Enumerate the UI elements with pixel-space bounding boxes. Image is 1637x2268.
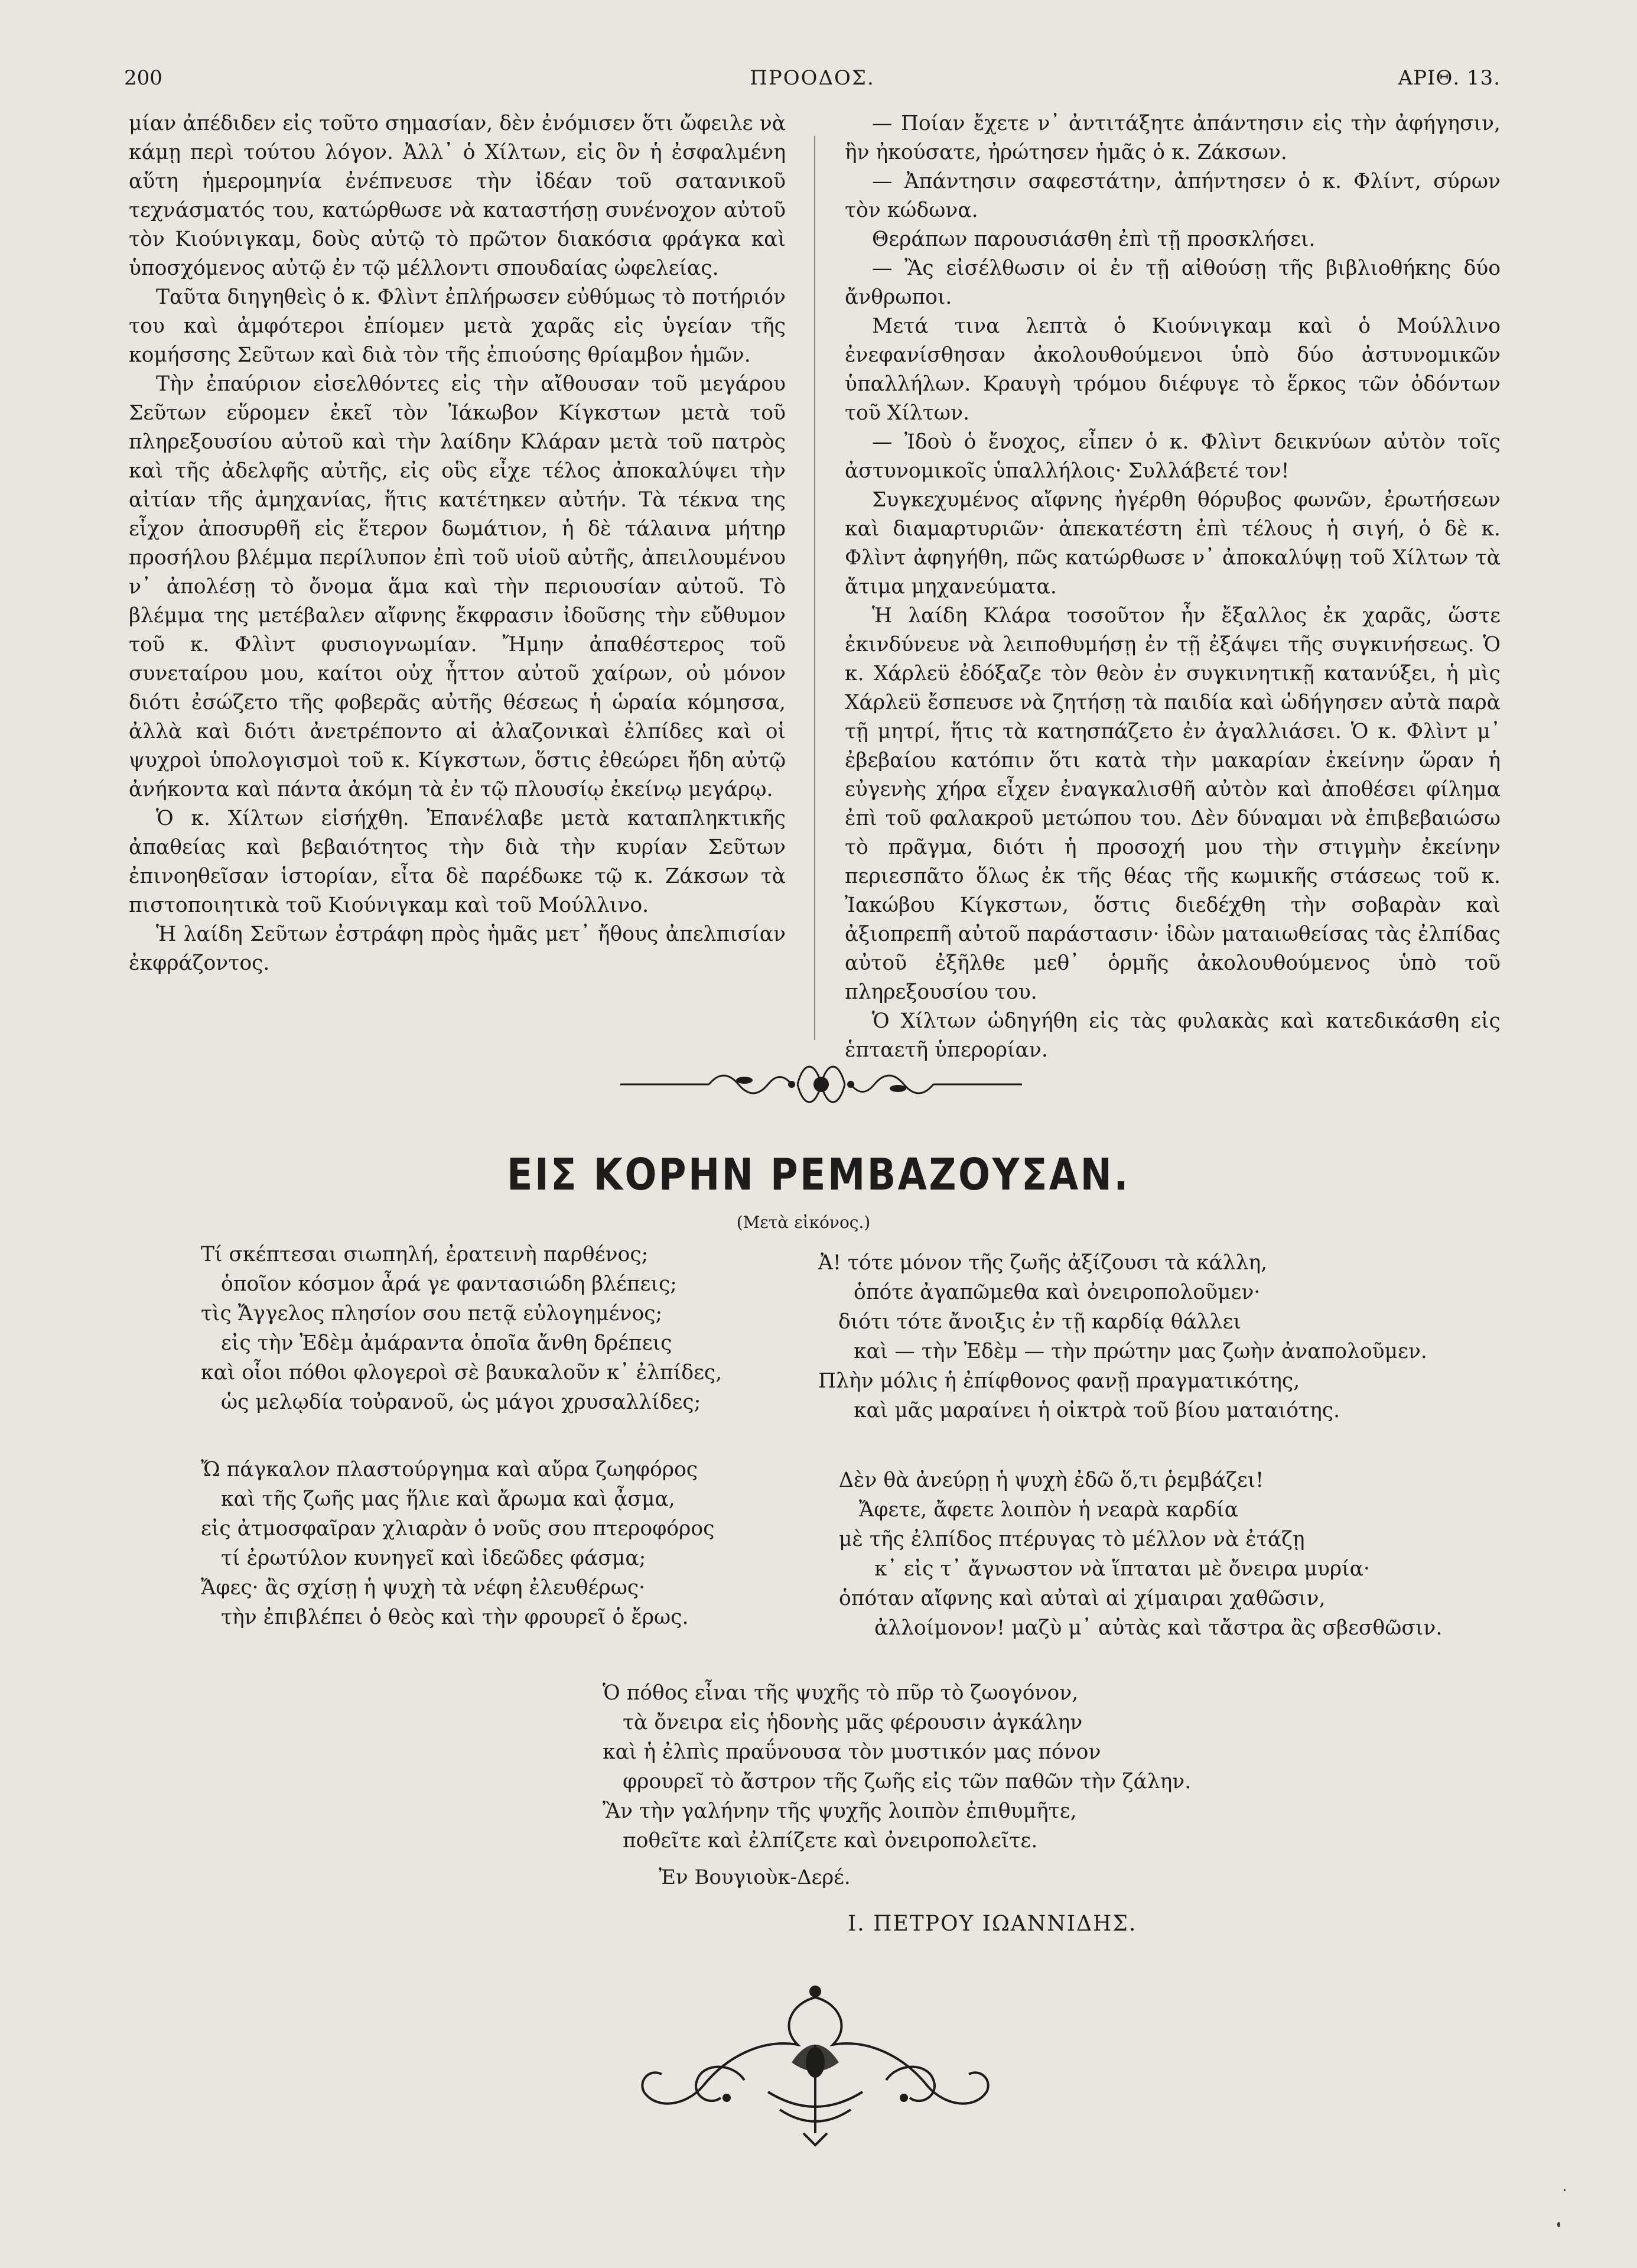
poem-line: καὶ μᾶς μαραίνει ἡ οἰκτρὰ τοῦ βίου ματαιότης.	[854, 1399, 1340, 1422]
paragraph: — Ποίαν ἔχετε ν᾽ ἀντιτάξητε ἀπάντησιν εἰς τὴν ἀφήγησιν, ἣν ἠκούσατε, ἠρώτησεν ἡμᾶς ὁ κ. Ζάκσων.	[845, 112, 1501, 164]
poem-line: ποθεῖτε καὶ ἐλπίζετε καὶ ὀνειροπολεῖτε.	[623, 1829, 1038, 1853]
poem-line: εἰς τὴν Ἐδὲμ ἀμάραντα ὁποῖα ἄνθη δρέπεις	[221, 1331, 672, 1355]
poem-line: Τί σκέπτεσαι σιωπηλή, ἐρατεινὴ παρθένος;	[201, 1243, 649, 1266]
poem-place: Ἐν Βουγιοὺκ-Δερέ.	[659, 1866, 851, 1889]
poem-stanza-right-2	[839, 1466, 1442, 1643]
poem-line: διότι τότε ἄνοιξις ἐν τῇ καρδίᾳ θάλλει	[838, 1310, 1241, 1334]
poem-line: ὁποῖον κόσμον ἆρά γε φαντασιώδη βλέπεις;	[221, 1272, 677, 1296]
right-column	[845, 109, 1501, 1065]
poem-line: Ἂν τὴν γαλήνην τῆς ψυχῆς λοιπὸν ἐπιθυμῆτε,	[603, 1799, 1077, 1823]
poem-line: τὰ ὄνειρα εἰς ἡδονὴς μᾶς φέρουσιν ἀγκάλην	[623, 1711, 1083, 1734]
flourish-ornament-icon	[620, 1058, 1022, 1111]
poem-line: τί ἐρωτύλον κυνηγεῖ καὶ ἰδεῶδες φάσμα;	[221, 1546, 646, 1570]
issue-number: ΑΡΙΘ. 13.	[1398, 66, 1501, 90]
poem-title: ΕΙΣ ΚΟΡΗΝ ΡΕΜΒΑΖΟΥΣΑΝ.	[507, 1149, 1130, 1200]
paragraph: Ὁ κ. Χίλτων εἰσήχθη. Ἐπανέλαβε μετὰ καταπληκτικῆς ἀπαθείας καὶ βεβαιότητος τὴν διὰ τὴν κυρίαν Σεῦτων ἐπινοηθεῖσαν ἱστορίαν, εἶτα δὲ παρέδωκε τῷ κ. Ζάκσων τὰ πιστοποιητικὰ τοῦ Κιούνιγκαμ καὶ τοῦ Μούλλινο.	[129, 807, 786, 917]
poem-line: ἀλλοίμονον! μαζὺ μ᾽ αὐτὰς καὶ τἄστρα ἂς σβεσθῶσιν.	[874, 1616, 1443, 1640]
poem-line: ὁπόταν αἴφνης καὶ αὐταὶ αἱ χίμαιραι χαθῶσιν,	[839, 1587, 1326, 1610]
column-divider	[814, 136, 815, 1040]
paragraph: Ταῦτα διηγηθεὶς ὁ κ. Φλὶντ ἐπλήρωσεν εὐθύμως τὸ ποτήριόν του καὶ ἀμφότεροι ἐπίομεν μετὰ χαρᾶς εἰς ὑγείαν τῆς κομήσσης Σεῦτων καὶ διὰ τὸν τῆς ἐπιούσης θρίαμβον ἡμῶν.	[129, 285, 786, 367]
paragraph: Ὁ Χίλτων ὡδηγήθη εἰς τὰς φυλακὰς καὶ κατεδικάσθη εἰς ἑπταετῆ ὑπερορίαν.	[845, 1009, 1501, 1062]
left-column	[129, 109, 786, 978]
paragraph: — Ἀπάντησιν σαφεστάτην, ἀπήντησεν ὁ κ. Φλίντ, σύρων τὸν κώδωνα.	[845, 170, 1501, 222]
poem-line: Ὁ πόθος εἶναι τῆς ψυχῆς τὸ πῦρ τὸ ζωογόνον,	[603, 1681, 1079, 1705]
poem-line: Ὤ πάγκαλον πλαστούργημα καὶ αὔρα ζωηφόρος	[201, 1458, 698, 1481]
poem-line: ὁπότε ἀγαπῶμεθα καὶ ὀνειροπολοῦμεν·	[854, 1281, 1261, 1304]
poem-line: Ἀ! τότε μόνον τῆς ζωῆς ἀξίζουσι τὰ κάλλη,	[818, 1251, 1268, 1275]
poem-line: Δὲν θὰ ἀνεύρῃ ἡ ψυχὴ ἐδῶ ὅ,τι ῥεμβάζει!	[839, 1468, 1264, 1492]
poem-stanza-right-1	[818, 1248, 1427, 1425]
poem-line: καὶ οἷοι πόθοι φλογεροὶ σὲ βαυκαλοῦν κ᾽ ἐλπίδες,	[201, 1361, 723, 1385]
poem-line: Ἄφες· ἂς σχίσῃ ἡ ψυχὴ τὰ νέφη ἐλευθέρως·	[201, 1576, 646, 1600]
ink-speck	[1557, 2222, 1560, 2227]
poem-line: ὡς μελῳδία τοὐρανοῦ, ὡς μάγοι χρυσαλλίδες;	[221, 1390, 701, 1414]
poem-line: μὲ τῆς ἐλπίδος πτέρυγας τὸ μέλλον νὰ ἐτάζῃ	[839, 1528, 1305, 1551]
paragraph: Συγκεχυμένος αἴφνης ἠγέρθη θόρυβος φωνῶν, ἐρωτήσεων καὶ διαμαρτυριῶν· ἀπεκατέστη ἐπὶ τέλους ἡ σιγή, ὁ δὲ κ. Φλὶντ ἀφηγήθη, πῶς κατώρθωσε ν᾽ ἀποκαλύψῃ τοῦ Χίλτων τὰ ἄτιμα μηχανεύματα.	[845, 488, 1501, 599]
poem-line: φρουρεῖ τὸ ἄστρον τῆς ζωῆς εἰς τῶν παθῶν τὴν ζάλην.	[623, 1770, 1192, 1793]
poem-line: κ᾽ εἰς τ᾽ ἄγνωστον νὰ ἵπταται μὲ ὄνειρα μυρία·	[874, 1557, 1370, 1581]
page-number: 200	[124, 66, 162, 90]
fleuron-ornament-icon	[626, 1974, 1004, 2151]
author-signature: Ι. ΠΕΤΡΟΥ ΙΩΑΝΝΙΔΗΣ.	[848, 1912, 1137, 1936]
ink-speck	[1564, 2189, 1566, 2191]
running-header	[124, 66, 1501, 102]
poem-stanza-left-2	[201, 1455, 714, 1632]
paragraph: μίαν ἀπέδιδεν εἰς τοῦτο σημασίαν, δὲν ἐνόμισεν ὅτι ὤφειλε νὰ κάμῃ περὶ τούτου λόγον. Ἀλλ᾽ ὁ Χίλτων, εἰς ὃν ἡ ἐσφαλμένη αὕτη ἡμερομηνία ἐνέπνευσε τὴν ἰδέαν τοῦ σατανικοῦ τεχνάσματός του, κατώρθωσε νὰ καταστήσῃ συνένοχον αὐτοῦ τὸν Κιούνιγκαμ, δοὺς αὐτῷ τὸ πρῶτον διακόσια φράγκα καὶ ὑποσχόμενος αὐτῷ ἐν τῷ μέλλοντι σπουδαίας ὠφελείας.	[129, 112, 786, 280]
poem-stanza-center	[603, 1678, 1191, 1856]
poem-line: εἰς ἀτμοσφαῖραν χλιαρὰν ὁ νοῦς σου πτεροφόρος	[201, 1517, 715, 1541]
poem-line: τὶς Ἄγγελος πλησίον σου πετᾷ εὐλογημένος;	[201, 1302, 663, 1325]
poem-line: τὴν ἐπιβλέπει ὁ θεὸς καὶ τὴν φρουρεῖ ὁ ἔρως.	[221, 1606, 689, 1629]
poem-line: καὶ — τὴν Ἐδὲμ — τὴν πρώτην μας ζωὴν ἀναπολοῦμεν.	[854, 1340, 1427, 1363]
paragraph: Ἡ λαίδη Κλάρα τοσοῦτον ἦν ἔξαλλος ἐκ χαρᾶς, ὥστε ἐκινδύνευε νὰ λειποθυμήσῃ ἐν τῇ ἐξάψει τῆς συγκινήσεως. Ὁ κ. Χάρλεϋ ἐδόξαζε τὸν θεὸν ἐν συγκινητικῇ κατανύξει, ἡ μὶς Χάρλεϋ ἔσπευσε νὰ ζητήσῃ τὰ παιδία καὶ ὡδήγησεν αὐτὰ παρὰ τῇ μητρί, ἥτις τὰ κατησπάζετο ἐν ἀγαλλιάσει. Ὁ κ. Φλὶντ μ᾽ ἐβεβαίου κατόπιν ὅτι κατὰ τὴν μακαρίαν ἐκείνην ὥραν ἡ εὐγενὴς χήρα εἶχεν ἐναγκαλισθῆ αὐτὸν καὶ ἀποθέσει φίλημα ἐπὶ τοῦ φαλακροῦ μετώπου του. Δὲν δύναμαι νὰ ἐπιβεβαιώσω τὸ πρᾶγμα, διότι ἡ προσοχή μου τὴν στιγμὴν ἐκείνην περιεσπᾶτο ὅλως ἐκ τῆς θέας τῆς κωμικῆς στάσεως τοῦ κ. Ἰακώβου Κίγκστων, ὅστις διεδέχθη τὴν σοβαρὰν καὶ ἀξιοπρεπῆ αὐτοῦ παράστασιν· ἰδὼν ματαιωθείσας τὰς ἐλπίδας αὐτοῦ ἐξῆλθε μεθ᾽ ὁρμῆς ἀκολουθούμενος ὑπὸ τοῦ πληρεξουσίου του.	[845, 604, 1501, 1004]
poem-line: Ἄφετε, ἄφετε λοιπὸν ἡ νεαρὰ καρδία	[859, 1498, 1239, 1522]
poem-subtitle: (Μετὰ εἰκόνος.)	[736, 1213, 871, 1232]
paragraph: Τὴν ἐπαύριον εἰσελθόντες εἰς τὴν αἴθουσαν τοῦ μεγάρου Σεῦτων εὕρομεν ἐκεῖ τὸν Ἰάκωβον Κίγκστων μετὰ τοῦ πληρεξουσίου αὐτοῦ καὶ τὴν λαίδην Κλάραν μετὰ τοῦ πατρὸς καὶ τῆς ἀδελφῆς αὐτῆς, εἰς οὓς εἶχε τέλος ἀποκαλύψει τὴν αἰτίαν τῆς ἀμηχανίας, ἥτις κατέτηκεν αὐτήν. Τὰ τέκνα της εἶχον ἀποσυρθῆ εἰς ἕτερον δωμάτιον, ἡ δὲ τάλαινα μήτηρ προσήλου βλέμμα περίλυπον ἐπὶ τοῦ υἱοῦ αὐτῆς, ἀπειλουμένου ν᾽ ἀπολέσῃ τὸ ὄνομα ἅμα καὶ τὴν περιουσίαν αὐτοῦ. Τὸ βλέμμα της μετέβαλεν αἴφνης ἔκφρασιν ἰδοῦσης τὴν εὔθυμον τοῦ κ. Φλὶντ φυσιογνωμίαν. Ἤμην ἀπαθέστερος τοῦ συνεταίρου μου, καίτοι οὐχ ἧττον αὐτοῦ χαίρων, οὐ μόνον διότι ἐσώζετο τῆς φοβερᾶς αὐτῆς θέσεως ἡ ὡραία κόμησσα, ἀλλὰ καὶ διότι ἀνετρέποντο αἱ ἀλαζονικαὶ ἐλπίδες καὶ οἱ ψυχροὶ ὑπολογισμοὶ τοῦ κ. Κίγκστων, ὅστις ἐθεώρει ἤδη αὐτῷ ἀνήκοντα καὶ πάντα ἀκόμη τὰ ἐν τῷ πλουσίῳ ἐκείνῳ μεγάρῳ.	[129, 372, 786, 801]
poem-line: καὶ ἡ ἐλπὶς πραΰνουσα τὸν μυστικόν μας πόνον	[603, 1740, 1101, 1764]
paragraph: Θεράπων παρουσιάσθη ἐπὶ τῇ προσκλήσει.	[872, 228, 1316, 251]
poem-line: καὶ τῆς ζωῆς μας ἥλιε καὶ ἄρωμα καὶ ᾆσμα,	[221, 1487, 675, 1511]
periodical-title: ΠΡΟΟΔΟΣ.	[750, 66, 875, 90]
paragraph: — Ἂς εἰσέλθωσιν οἱ ἐν τῇ αἰθούσῃ τῆς βιβλιοθήκης δύο ἄνθρωποι.	[845, 256, 1501, 309]
paragraph: Μετά τινα λεπτὰ ὁ Κιούνιγκαμ καὶ ὁ Μούλλινο ἐνεφανίσθησαν ἀκολουθούμενοι ὑπὸ δύο ἀστυνομικῶν ὑπαλλήλων. Κραυγὴ τρόμου διέφυγε τὸ ἕρκος τῶν ὀδόντων τοῦ Χίλτων.	[845, 314, 1501, 425]
paragraph: Ἡ λαίδη Σεῦτων ἐστράφη πρὸς ἡμᾶς μετ᾽ ἤθους ἀπελπισίαν ἐκφράζοντος.	[129, 922, 786, 975]
poem-stanza-left-1	[201, 1240, 722, 1417]
poem-line: Πλὴν μόλις ἡ ἐπίφθονος φανῇ πραγματικότης,	[818, 1369, 1300, 1393]
paragraph: — Ἰδοὺ ὁ ἔνοχος, εἶπεν ὁ κ. Φλὶντ δεικνύων αὐτὸν τοῖς ἀστυνομικοῖς ὑπαλλήλοις· Συλλάβετέ τον!	[845, 430, 1501, 483]
